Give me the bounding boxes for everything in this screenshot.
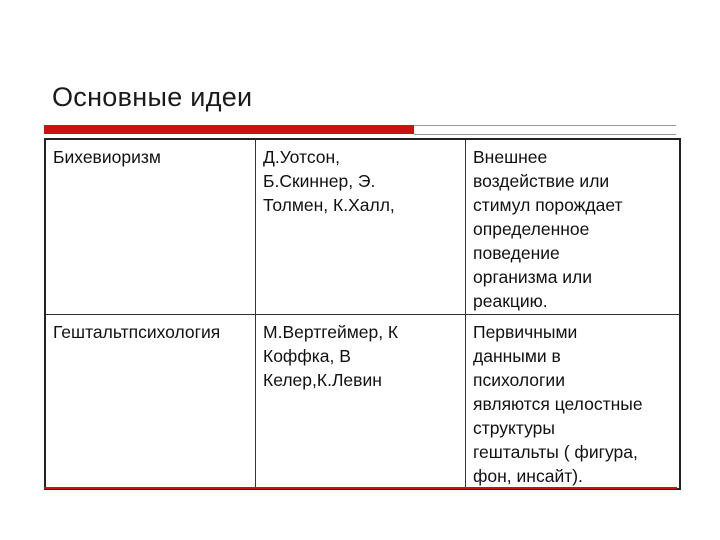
table-bottom-red-line bbox=[44, 487, 677, 489]
direction-name: Бихевиоризм bbox=[53, 147, 161, 167]
authors-line: Коффка, В bbox=[263, 345, 351, 366]
authors-cell bbox=[256, 139, 466, 314]
idea-line: структуры bbox=[473, 417, 555, 438]
ideas-table bbox=[44, 138, 681, 490]
table-row-behaviorism bbox=[45, 139, 680, 314]
authors-line: Б.Скиннер, Э. bbox=[263, 171, 376, 191]
direction-cell bbox=[45, 314, 256, 489]
title-underline-red-bar bbox=[44, 125, 414, 134]
idea-line: фон, инсайт). bbox=[473, 465, 583, 486]
authors-line: Толмен, К.Халл, bbox=[263, 195, 395, 215]
title-underline bbox=[44, 125, 676, 135]
idea-cell bbox=[466, 139, 681, 314]
idea-line: являются целостные bbox=[473, 393, 643, 414]
idea-line: данными в bbox=[473, 345, 561, 366]
direction-cell bbox=[45, 139, 256, 314]
authors-cell bbox=[256, 314, 466, 489]
idea-line: психологии bbox=[473, 369, 565, 390]
idea-line: воздействие или bbox=[473, 171, 610, 191]
idea-line: поведение bbox=[473, 243, 560, 263]
idea-line: Внешнее bbox=[473, 147, 548, 167]
idea-line: гештальты ( фигура, bbox=[473, 441, 638, 462]
authors-line: Д.Уотсон, bbox=[263, 147, 341, 167]
idea-line: организма или bbox=[473, 267, 593, 287]
direction-name: Гештальтпсихология bbox=[53, 321, 221, 342]
idea-line: Первичными bbox=[473, 321, 578, 342]
idea-line: определенное bbox=[473, 219, 590, 239]
table-row-gestalt bbox=[45, 314, 680, 489]
idea-line: стимул порождает bbox=[473, 195, 623, 215]
slide-title: Основные идеи bbox=[52, 82, 253, 112]
authors-line: Келер,К.Левин bbox=[263, 369, 382, 390]
title-underline-gray-bar bbox=[414, 125, 676, 135]
idea-line: реакцию. bbox=[473, 291, 548, 311]
authors-line: М.Вертгеймер, К bbox=[263, 321, 399, 342]
idea-cell bbox=[466, 314, 681, 489]
